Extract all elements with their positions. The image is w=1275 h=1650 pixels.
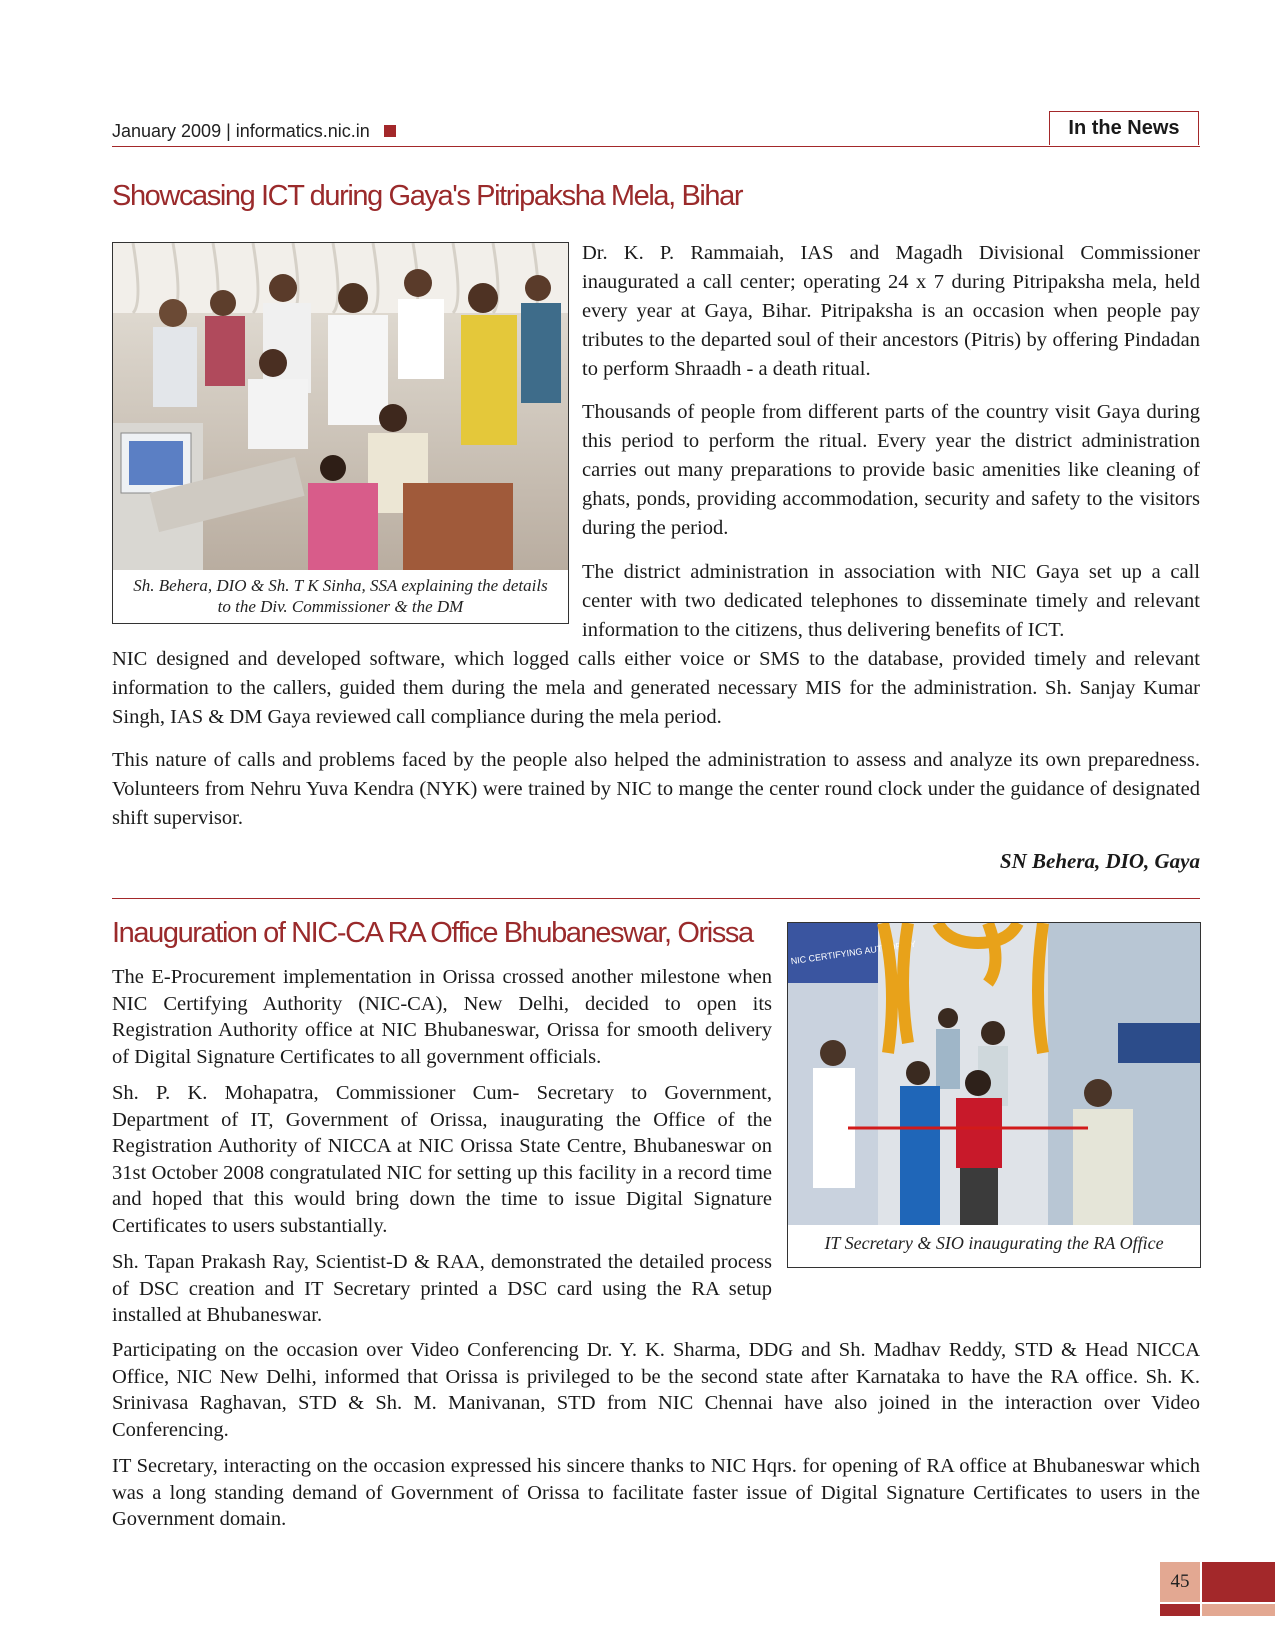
footer-red-block <box>1202 1562 1275 1602</box>
article2-paragraph-5: IT Secretary, interacting on the occasion expressed his sincere thanks to NIC Hqrs. for opening of RA office at Bhubaneswar which was a long standing demand of Government of Orissa to facilitate faster issue of Digital Signature Certificates to users in the Government domain. <box>112 1455 1200 1530</box>
header-square-icon <box>384 125 396 137</box>
article1-paragraph-4: NIC designed and developed software, which logged calls either voice or SMS to the database, provided timely and relevant information to the callers, guided them during the mela and generated necessary MIS for the administration. Sh. Sanjay Kumar Singh, IAS & DM Gaya reviewed call compliance during the mela period. <box>112 648 1200 728</box>
article1-paragraph-2: Thousands of people from different parts of the country visit Gaya during this period to perform the ritual. Every year the district administration carries out many preparations to provide basic amenities like cleaning of ghats, ponds, providing accommodation, security and safety to the visitors during the period. <box>582 401 1200 539</box>
article2-photo-caption: IT Secretary & SIO inaugurating the RA Office <box>824 1233 1164 1253</box>
article2-photo-sign: NIC CERTIFYING AUTHORITY <box>790 938 917 967</box>
issue-text: January 2009 | informatics.nic.in <box>112 121 370 141</box>
article1-byline: SN Behera, DIO, Gaya <box>999 849 1200 873</box>
article1-paragraph-1: Dr. K. P. Rammaiah, IAS and Magadh Divisional Commissioner inaugurated a call center; operating 24 x 7 during Pitripaksha mela, held every year at Gaya, Bihar. Pitripaksha is an occasion when people pay tributes to the departed soul of their ancestors (Pitris) by offering Pindadan to perform Shraadh - a death ritual. <box>582 242 1200 380</box>
article1-paragraph-3: The district administration in association with NIC Gaya set up a call center with two dedicated telephones to disseminate timely and relevant information to the citizens, thus delivering benefits of ICT. <box>582 561 1200 641</box>
page-number: 45 <box>1160 1562 1200 1602</box>
article2-photo-frame <box>787 922 1201 1268</box>
section-label: In the News <box>1049 111 1199 145</box>
section-divider <box>112 898 1200 899</box>
article2-title: Inauguration of NIC-CA RA Office Bhubaneswar, Orissa <box>112 917 753 949</box>
article2-paragraph-1: The E-Procurement implementation in Orissa crossed another milestone when NIC Certifying Authority (NIC-CA), New Delhi, decided to open its Registration Authority office at NIC Bhubaneswar, Orissa for smooth delivery of Digital Signature Certificates to all government officials. <box>112 966 772 1068</box>
footer-red-strip <box>1160 1604 1200 1616</box>
article1-paragraph-5: This nature of calls and problems faced by the people also helped the administration to assess and analyze its own preparedness. Volunteers from Nehru Yuva Kendra (NYK) were trained by NIC to mange the center round clock under the guidance of designated shift supervisor. <box>112 749 1200 829</box>
article1-title: Showcasing ICT during Gaya's Pitripaksha Mela, Bihar <box>112 180 743 212</box>
article2-paragraph-3: Sh. Tapan Prakash Ray, Scientist-D & RAA, demonstrated the detailed process of DSC creation and IT Secretary printed a DSC card using the RA setup installed at Bhubaneswar. <box>112 1251 772 1326</box>
article1-photo-caption: Sh. Behera, DIO & Sh. T K Sinha, SSA explaining the details to the Div. Commissioner & the DM <box>133 576 548 616</box>
article2-paragraph-4: Participating on the occasion over Video Conferencing Dr. Y. K. Sharma, DDG and Sh. Madhav Reddy, STD & Head NICCA Office, NIC New Delhi, informed that Orissa is privileged to be the second state after Karnataka to have the RA office. Sh. K. Srinivasa Raghavan, STD & Sh. M. Manivanan, STD from NIC Chennai have also joined in the interaction over Video Conferencing. <box>112 1339 1200 1441</box>
footer-pink-strip <box>1202 1604 1275 1616</box>
header-rule <box>112 146 1200 147</box>
article1-photo <box>113 243 568 570</box>
article2-photo <box>788 923 1200 1225</box>
issue-info <box>112 121 396 142</box>
article2-paragraph-2: Sh. P. K. Mohapatra, Commissioner Cum- Secretary to Government, Department of IT, Government of Orissa, inaugurating the Office of the Registration Authority of NICCA at NIC Orissa State Centre, Bhubaneswar on 31st October 2008 congratulated NIC for setting up this facility in a record time and hoped that this would bring down the time to issue Digital Signature Certificates to users substantially. <box>112 1082 772 1237</box>
article1-photo-frame <box>112 242 569 624</box>
